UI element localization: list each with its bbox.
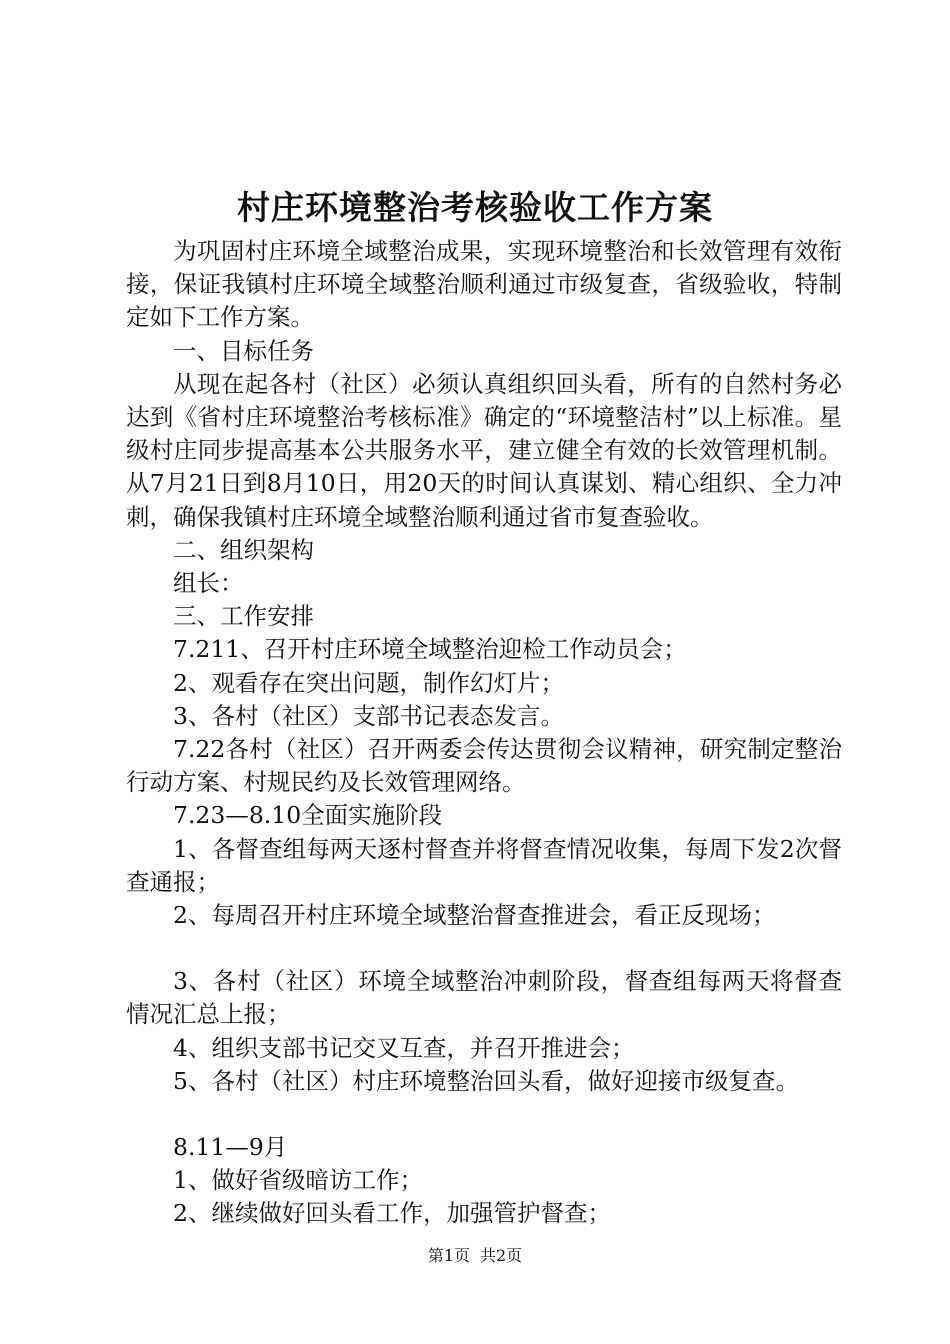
page-total: 共2页 <box>480 1246 523 1265</box>
page-footer <box>0 1245 950 1267</box>
arrangement-item: 3、各村（社区）支部书记表态发言。 <box>173 701 564 730</box>
arrangement-item: 7.22各村（社区）召开两委会传达贯彻会议精神，研究制定整治行动方案、村规民约及长效管理网络。 <box>126 735 842 797</box>
organization-leader: 组长： <box>173 569 244 598</box>
intro-paragraph: 为巩固村庄环境全域整治成果，实现环境整治和长效管理有效衔接，保证我镇村庄环境全域整治顺利通过市级复查，省级验收，特制定如下工作方案。 <box>126 237 842 332</box>
arrangement-item: 5、各村（社区）村庄环境整治回头看，做好迎接市级复查。 <box>173 1066 799 1095</box>
arrangement-item: 2、继续做好回头看工作，加强管护督查； <box>173 1199 611 1228</box>
arrangement-item: 4、组织支部书记交叉互查，并召开推进会； <box>173 1033 635 1062</box>
phase-heading: 8.11—9月 <box>173 1133 288 1162</box>
arrangement-item: 2、观看存在突出问题，制作幻灯片； <box>173 668 564 697</box>
goals-paragraph: 从现在起各村（社区）必须认真组织回头看，所有的自然村务必达到《省村庄环境整治考核标准》确定的“环境整洁村”以上标准。星级村庄同步提高基本公共服务水平，建立健全有效的长效管理机制。从7月21日到8月10日，用20天的时间认真谋划、精心组织、全力冲刺，确保我镇村庄环境全域整治顺利通过省市复查验收。 <box>126 369 842 531</box>
arrangement-item: 7.211、召开村庄环境全域整治迎检工作动员会； <box>173 635 687 664</box>
section-heading-arrangement: 三、工作安排 <box>173 602 314 631</box>
phase-heading: 7.23—8.10全面实施阶段 <box>173 801 443 830</box>
page-number: 第1页 <box>427 1246 470 1265</box>
arrangement-item: 1、做好省级暗访工作； <box>173 1166 423 1195</box>
document-title: 村庄环境整治考核验收工作方案 <box>237 188 713 227</box>
document-body <box>126 235 842 1231</box>
section-heading-organization: 二、组织架构 <box>173 535 314 564</box>
arrangement-item: 3、各村（社区）环境全域整治冲刺阶段，督查组每两天将督查情况汇总上报； <box>126 967 842 1029</box>
arrangement-item: 1、各督查组每两天逐村督查并将督查情况收集，每周下发2次督查通报； <box>126 834 842 896</box>
section-heading-goals: 一、目标任务 <box>173 336 314 365</box>
arrangement-item: 2、每周召开村庄环境全域整治督查推进会，看正反现场； <box>173 901 776 930</box>
